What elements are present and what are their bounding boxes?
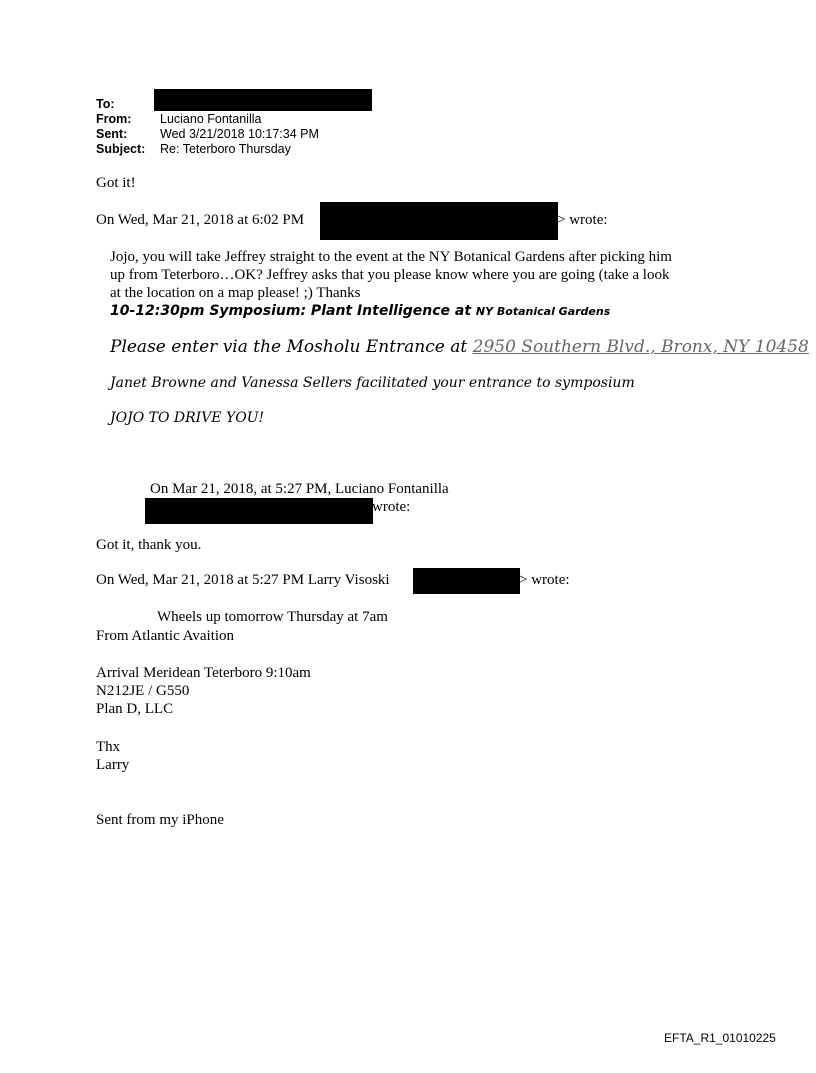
facilitated-text: Janet Browne and Vanessa Sellers facilitated your entrance to symposium	[110, 375, 635, 391]
from-label: From:	[96, 112, 132, 126]
quote1-intro: On Wed, Mar 21, 2018 at 6:02 PM	[96, 212, 305, 228]
event-title: 10-12:30pm Symposium: Plant Intelligence at	[110, 303, 472, 319]
reply-got-it: Got it!	[96, 175, 136, 191]
quote2-intro-wrote: wrote:	[372, 499, 411, 515]
redaction-quote1-sender	[320, 202, 558, 240]
redaction-quote3-email	[413, 568, 520, 594]
to-label: To:	[96, 97, 115, 111]
document-id: EFTA_R1_01010225	[664, 1031, 776, 1045]
entrance-address-link[interactable]: 2950 Southern Blvd., Bronx, NY 10458	[472, 337, 809, 357]
quote1-body-line-3: at the location on a map please! ;) Thanks	[110, 285, 361, 301]
quote1-body-line-2: up from Teterboro…OK? Jeffrey asks that you please know where you are going (take a look	[110, 267, 670, 283]
from-atlantic-line: From Atlantic Avaition	[96, 628, 235, 644]
quote2-intro: On Mar 21, 2018, at 5:27 PM, Luciano Fontanilla	[150, 481, 449, 497]
tail-number-line: N212JE / G550	[96, 683, 190, 699]
reply-got-it-thanks: Got it, thank you.	[96, 537, 202, 553]
redaction-quote2-email	[145, 498, 373, 524]
redaction-to	[154, 89, 372, 111]
entrance-line	[110, 337, 809, 357]
subject-label: Subject:	[96, 142, 146, 156]
wheels-up-line: Wheels up tomorrow Thursday at 7am	[157, 609, 388, 625]
larry-line: Larry	[96, 757, 130, 773]
jojo-text: JOJO TO DRIVE YOU!	[110, 410, 265, 426]
entrance-text: Please enter via the Mosholu Entrance at	[110, 337, 468, 357]
sent-value: Wed 3/21/2018 10:17:34 PM	[160, 127, 319, 141]
event-venue: NY Botanical Gardens	[475, 305, 611, 318]
sent-label: Sent:	[96, 127, 128, 141]
event-title-line	[110, 303, 610, 319]
quote1-intro-wrote: > wrote:	[557, 212, 608, 228]
from-value: Luciano Fontanilla	[160, 112, 262, 126]
sent-from-iphone: Sent from my iPhone	[96, 812, 224, 828]
quote3-intro-wrote: > wrote:	[519, 572, 570, 588]
plan-d-line: Plan D, LLC	[96, 701, 174, 717]
subject-value: Re: Teterboro Thursday	[160, 142, 291, 156]
arrival-line: Arrival Meridean Teterboro 9:10am	[96, 665, 311, 681]
quote1-body-line-1: Jojo, you will take Jeffrey straight to the event at the NY Botanical Gardens after picking him	[110, 249, 672, 265]
thx-line: Thx	[96, 739, 121, 755]
quote3-intro: On Wed, Mar 21, 2018 at 5:27 PM Larry Visoski	[96, 572, 390, 588]
